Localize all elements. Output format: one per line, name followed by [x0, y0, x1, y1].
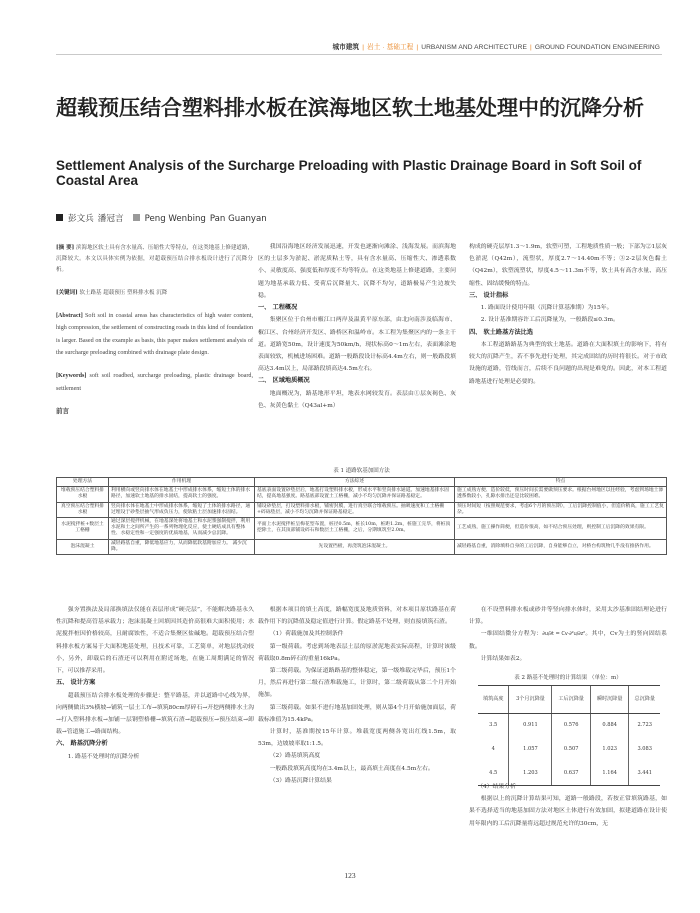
paragraph: （1）荷载施加及其控制条件: [269, 631, 344, 638]
section-heading: 二、 区域地质概况: [258, 377, 310, 385]
table-cell: 4: [491, 746, 495, 752]
table-cell: 水泥搅拌桩+数层土工格栅: [57, 518, 109, 540]
paragraph: 根据以上的沉降计算结果可知，道路一般路段，若按正常填筑路基，如果不选择适当的地基加固方法对地区土体进行有效加固，拟建道路在设计使用年限内的工后沉降量将远超过规范允许的30cm，无: [469, 796, 667, 827]
table-cell: 减轻路基自重，消除填料自身的工后沉降，自身能够自立，对桥台构筑物几乎没有推挤作用。: [455, 539, 667, 554]
table-cell: 0.507: [552, 738, 591, 762]
paragraph: （3）路基沉降计算结果: [269, 777, 332, 784]
table-1: [56, 477, 667, 555]
table-2: [478, 685, 660, 786]
author-en-2: Pan Guanyan: [209, 214, 267, 224]
table-cell: 泡沫混凝土: [57, 539, 109, 554]
table-row: [57, 502, 667, 517]
paragraph: 第二级荷载。为保证道路路基的整体稳定，第一级堆载完毕后，预压1个月，然后再进行第二级石渣堆载施工，计算时，第二级荷载从第二个月开始施加。: [258, 668, 456, 699]
paragraph: 强夯置换法及局部换填法仅能在表层形成“硬壳层”，不能解决路基永久性沉降和提高管基承载力；泡沫混凝土回填因其造价高很难大面积使用；水泥搅拌桩因价格较高，且耐腐蚀性，不适合集聚区盐碱地。超载预压结合塑料排水板方案易于大面积地基处理，且技术可靠，工艺简单，对地层扰动较小，另外，卸载后的石渣还可以利用在附近场地，在施工周期满足的情况下，可以推荐采用。: [56, 607, 254, 675]
table-cell: 施工成熟方便、造价较低，预压时间长需要做预压要求。根据台州地区以往经验，考虑到场地土渗透系数较小，孔隙水排出还是比较困难。: [455, 487, 667, 502]
table-cell: 3.441: [629, 762, 660, 786]
table-header-cell: 瞬时沉降量: [590, 686, 629, 714]
paragraph: 集聚区位于台州市椒江口两岸及温黄平原东部，由北向南涉及临海市、椒江区、台州经济开发区、路桥区和温岭市。本工程为集聚区内的一条主干道。道路宽50m，设计速度为50km/h，现状标高0～1m左右，表面滩涂地表面较软，机械进场困难。道路一般路段设计标高4.4m左右，则一般路段填高达3.4m以上，局部路段填高达4.5m左右。: [258, 317, 456, 373]
table-cell: 4.5: [478, 762, 509, 786]
author-cn-1: 彭文兵: [68, 214, 94, 224]
section-heading: 五、 设计方案: [56, 679, 96, 687]
table-cell: 3.5: [489, 722, 498, 729]
author-cn-2: 潘冠言: [97, 214, 124, 224]
text-column-3-bottom: [469, 604, 667, 665]
paragraph: 地面概况为，路基地形平坦，地表水网较发育。表层由①层灰褐色、灰色、灰黄色黏土（Q43al+m）: [258, 390, 456, 410]
table-header-cell: 填筑高度: [478, 686, 509, 714]
paragraph: 本工程道路路基为典型的软土地基。道路在大面积填土的影响下，将有较大的沉降产生，若不事先进行处理，其完成固结的历时将很长。对于市政设施的道路，管线而言，后续不良问题的出现是难免的。因此，对本工程道路地基进行处理是必要的。: [469, 342, 667, 385]
table-row: [57, 539, 667, 554]
table-cell: 利用横向或竖向排水体在地基土中形成排水体系，缩短土体的排水路径，加速软土地基的排水固结，提高软土的强度。: [109, 487, 255, 502]
paragraph: 在不设塑料排水板或砂井等竖向排水体时，采用太沙基准固结理论进行计算。: [469, 607, 667, 626]
table-cell: 0.637: [552, 762, 591, 786]
section-name: 岩土 · 基础工程: [367, 44, 414, 51]
table-cell: 铺设砂垫层，打设塑料排水板，铺密封膜，进行真空联合堆载预压。抽吸速度和工土格栅+碎砾垫层，减小不均匀沉降并保证路基稳定。: [255, 502, 455, 517]
text-column-2-bottom: [258, 604, 456, 787]
table-cell: 真空预压结合塑料排水板: [57, 502, 109, 517]
author-bullet-icon: [56, 214, 63, 221]
table-cell: 2.723: [629, 714, 660, 738]
table-header-cell: 特点: [455, 478, 667, 487]
table-cell: 预压时间短（按照规范要求，考虑6个月的预压期），工后沉降控制值小，但造价稍高，施工工艺复杂。: [455, 502, 667, 517]
table-cell: 工艺成熟，施工操作简便，但造价很高，如不结合预压处理，则控制工后沉降的效果有限。: [455, 518, 667, 540]
paragraph: 1. 路基不处理时的沉降分析: [67, 753, 140, 760]
keywords-cn: [关键词] 软土路基 超载预压 塑料排水板 沉降: [56, 289, 168, 296]
paragraph: 计算时，基准期按15年计算。堆载宽度两侧各宽出红线1.5m，取53m，边坡坡率取1:1.5。: [258, 729, 456, 748]
table-cell: 0.911: [509, 714, 552, 738]
section-heading: 四、 软土路基方法比选: [469, 328, 534, 336]
table-row: [57, 487, 667, 502]
paragraph: 超载预压结合排水板处理的步骤是：整平路基，并以道路中心线为界，向两侧做出3%横坡→铺筑一层土工布→填筑80cm厚碎石→开挖两侧排水土沟→打入塑料排水板→加铺一层钢塑格栅→填筑石渣→超载预压→预压结束→卸载→管道施工→路面结构。: [56, 692, 254, 736]
paragraph: 我国沿海地区经济发展迅速，开发也逐渐向滩涂、浅海发展。而滨海地区的土层多为淤泥、淤泥质粘土等，具有含水量高、压缩性大、渗透系数小、灵敏度高、强度低和厚度不均等特点。在这类地基上修建道路，主要问题为地基承载力低、受荷后沉降量大、沉降不均匀，道路极易产生边坡失稳。: [258, 244, 456, 299]
section-heading: 三、 设计指标: [469, 291, 509, 299]
journal-name-en: URBANISM AND ARCHITECTURE: [421, 44, 528, 51]
section-name-en: GROUND FOUNDATION ENGINEERING: [534, 44, 660, 51]
table-row: [478, 738, 660, 762]
text-column-2: [258, 241, 456, 412]
paper-title-cn: 超载预压结合塑料排水板在滨海地区软土地基处理中的沉降分析: [56, 96, 644, 120]
text-column-3-end: [469, 781, 667, 830]
table-2-caption: 表 2 路基不处理时的计算结果 （单位：m）: [514, 675, 622, 681]
table-1-caption: 表 1 道路软基加固方法: [333, 468, 390, 474]
table-header-cell: 总沉降量: [629, 686, 660, 714]
paragraph: 计算结果如表2。: [480, 655, 526, 662]
table-cell: 0.576: [552, 714, 591, 738]
table-cell: 平面上水泥搅拌桩呈梅花型布置，桩径0.5m，桩长10m，桩距1.2m，桩施工完毕，将桩顶挖除土，在其顶部铺设碎石和数层土工格栅，之后，分期填筑至2.0m。: [255, 518, 455, 540]
table-cell: 竖向排水体在地基土中形成排水体系，缩短了土体的排水路径，通过埋设于砂垫层抽气形成负压力，使软粘土层加速排水固结。: [109, 502, 255, 517]
paragraph: 一维固结微分方程为：∂u/∂t = Cv·∂²u/∂z²。其中，Cv为土的竖向固结系数。: [469, 631, 667, 650]
paragraph: 1. 路面设计使用年限（沉降计算基准期）为15年。: [480, 305, 613, 312]
paragraph: 构成的硬壳层厚1.3～1.9m，软塑可塑，工程地质性质一般；下部为②1层灰色淤泥（Q42m），流塑状，厚度2.7～14.40m不等；③2-2层灰色黏土（Q42m），软塑流塑状，厚度4.5～11.3m不等，软土具有高含水量、高压缩性、固结缓慢的特点。: [469, 244, 667, 287]
paragraph: 2. 设计基准期容许工后沉降量为，一般路段≤0.3m。: [480, 317, 619, 324]
paragraph: （2）路基填筑高度: [269, 753, 321, 760]
abstract-block: [56, 243, 253, 417]
table-cell: 先设置挡板，再浇筑泡沫混凝土。: [255, 539, 455, 554]
table-cell: 通过深层搅拌机械，在地基深处将地基土和水泥浆强制搅拌，利用水泥和土之间所产生的一系列物理化反应，使土硬结成具有整体性、水稳定性和一定强度的优质地基，从而减少总沉降。: [109, 518, 255, 540]
section-heading: 一、 工程概况: [258, 304, 298, 312]
keywords-en: [Keywords] soft soil roadbed, surcharge preloading, plastic drainage board, settlement: [56, 373, 253, 392]
table-header-cell: 3个月沉降量: [509, 686, 552, 714]
header-rule: [56, 54, 662, 55]
author-line: [56, 212, 271, 224]
table-header-cell: 方法综述: [255, 478, 455, 487]
table-row: [478, 714, 660, 738]
paper-title-en: Settlement Analysis of the Surcharge Preloading with Plastic Drainage Board in Soft Soil of Coastal Area: [56, 158, 642, 188]
table-cell: 减轻路基自重，降低地基应力，从而降低软基附加应力。 减少沉降。: [109, 539, 255, 554]
abstract-cn: [摘 要] 滨海地区软土具有含水量高、压缩性大等特点，在这类地基上修建道路，沉降较大。本文以具体实例为依据，对超载预压结合排水板设计进行了沉降分析。: [56, 245, 253, 274]
text-column-3: [469, 241, 667, 388]
table-cell: 1.203: [509, 762, 552, 786]
table-header-cell: 处理方法: [57, 478, 109, 487]
table-cell: 1.057: [509, 738, 552, 762]
journal-name: 城市建筑: [332, 44, 360, 51]
paragraph: 第三级荷载。如果不进行地基加固处理，则从第4个月开始施加面层，荷载标准值为15.4kPa。: [258, 704, 456, 723]
text-column-1-bottom: [56, 604, 254, 763]
table-cell: 堆载预压结合塑料排水板: [57, 487, 109, 502]
formula: ∂u/∂t = Cv·∂²u/∂z²: [542, 631, 586, 638]
paragraph: 第一级荷载。考虑到场地表层土层的原淤泥地表实际高程，计算时该级荷载取0.8m碎石的重量16kPa。: [258, 643, 456, 662]
author-bullet-icon: [133, 214, 140, 221]
table-header-cell: 作用机理: [109, 478, 255, 487]
paragraph: 一般路段填筑高度均在3.4m以上，最高填土高度在4.5m左右。: [269, 765, 434, 772]
section-heading: 六、 路基沉降分析: [56, 740, 108, 748]
table-cell: 基底表面设置砂垫层后，地基打设塑料排水板，形成水平和竖向排水通道。加速地基排水固结，提高地基强度。路基底部设置土工格栅，减小不均匀沉降并保证路基稳定。: [255, 487, 455, 502]
table-cell: 1.023: [590, 738, 629, 762]
table-row: [57, 518, 667, 540]
table-header-cell: 工后沉降量: [552, 686, 591, 714]
author-en-1: Peng Wenbing: [144, 214, 206, 224]
table-cell: 0.884: [590, 714, 629, 738]
subsection-heading: （4）结果分析: [477, 784, 516, 790]
table-cell: 3.083: [629, 738, 660, 762]
paragraph: 根据本项目的填土高度，路幅宽度及地质资料，对本项目原状路基在荷载作用下的沉降值及稳定值进行计算。假定路基不处理，则直接填筑石渣。: [258, 607, 456, 626]
journal-header: 城市建筑 | 岩土 · 基础工程 | URBANISM AND ARCHITECTURE | GROUND FOUNDATION ENGINEERING: [332, 44, 660, 51]
page-number: 123: [344, 871, 356, 880]
abstract-en: [Abstract] Soft soil in coastal areas has characteristics of high water content, high compression, the settlement of constructing roads in this kind of foundation is larger. Based on the example as basis, this paper makes settlement analysis of the surcharge preloading combined with drainage plate design.: [56, 312, 253, 357]
foreword-heading: 前言: [56, 407, 69, 416]
table-cell: 1.164: [590, 762, 629, 786]
